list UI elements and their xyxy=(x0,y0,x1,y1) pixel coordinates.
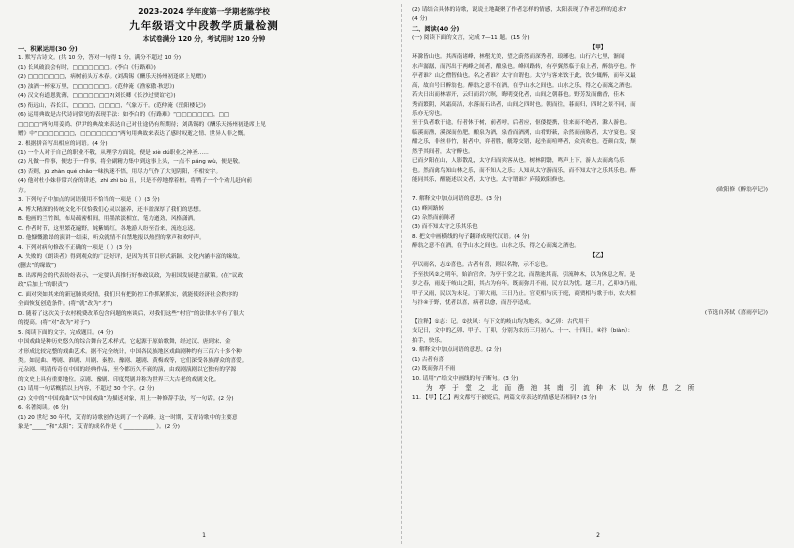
text-line: B. 出席两会的代表纷纷表示，一定要认真推行好参政议政，为祖国发展建言献策。(在“议政 xyxy=(18,272,244,279)
text-line: (1) 峰回路转 xyxy=(412,205,445,212)
page-number: 1 xyxy=(202,531,206,539)
text-line: 秀而繁阴，风霜高洁，水落而石出者，山间之四时也。朝而往，暮而归，四时之景不同，而 xyxy=(412,101,636,108)
text-line: 环滁皆山也。其西南诸峰，林壑尤美，望之蔚然而深秀者，琅琊也。山行六七里，渐闻 xyxy=(412,54,625,61)
text-line: 类。如昆曲、粤剧、淮剧、川剧、秦腔、豫剧、越剧、黄梅戏等，它们深受各族群众的喜爱。 xyxy=(18,357,248,364)
text-line: 赠》中“□□□□□□□，□□□□□□□”两句用典故来表达了感时叹逝之情、世异人非之慨。 xyxy=(18,131,249,138)
text-line: 已而夕阳在山，人影散乱，太守归而宾客从也。树林阴翳，鸣声上下，游人去而禽鸟乐 xyxy=(412,158,625,165)
page-1-body xyxy=(18,45,390,433)
text-line: 水声潺潺，而泻出于两峰之间者，酿泉也。峰回路转，有亭翼然临于泉上者，醉翁亭也。作 xyxy=(412,63,636,70)
text-line: 1. 默写古诗文。(共 10 分，答对一句得 1 分，满分不超过 10 分) xyxy=(18,55,182,62)
text-line: (2) 文中的“中国戏曲”以“中国戏曲”为描述对象，用上一种修辞手法，写一句话。(2 分) xyxy=(18,395,234,402)
text-line: (3) 浊酒一杯家万里，□□□□□□□。(范仲淹《渔家傲·秋思》) xyxy=(18,83,175,90)
text-line: D. 他慷慨激昂的演讲一结束，听众就情不自禁地报以热烈的掌声和欢呼声。 xyxy=(18,235,205,242)
text-line: (5) 衔远山，吞长江，□□□□，□□□□，气象万千。(范仲淹《岳阳楼记》) xyxy=(18,102,206,109)
text-line: 酣之乐，非丝非竹，射者中，弈者胜，觥筹交错，起坐而喧哗者，众宾欢也。苍颜白发，颓 xyxy=(412,139,636,146)
text-line: 高，故自号曰醉翁也。醉翁之意不在酒，在乎山水之间也。山水之乐，得之心而寓之酒也。 xyxy=(412,82,636,89)
text-line: A. 失败的《朗读者》得到观众的广泛好评，是因为其节目形式新颖、文化内涵丰富的缘故。 xyxy=(18,253,244,260)
text-line: 能同其乐，醒能述以文者，太守也。太守谓谁？庐陵欧阳修也。 xyxy=(412,177,569,184)
text-line: (1) 长风破浪会有时，□□□□□□□。(李白《行路难》) xyxy=(18,64,156,71)
exam-info: 本试卷满分 120 分，考试用时 120 分钟 xyxy=(142,35,266,43)
passage-a-source: (欧阳修《醉翁亭记》) xyxy=(716,186,768,193)
text-line: (2) 凡做一件事，便忠于一件事，将全副精力集中到这事上头，一点不 páng wù，便是敬。 xyxy=(18,159,244,166)
text-line: A. 博大精深的传统文化不仅恰我们心灵以滋养，还丰盈深厚了我们的思想。 xyxy=(18,206,205,213)
text-line: (1) 20 世纪 30 年代，艾青的诗歌创作达到了一个高峰。这一时期，艾青诗歌中的主要意 xyxy=(18,414,238,421)
text-line: 象是“_____”和“太阳”；艾青的成名作是《 ___________ 》。(2 分) xyxy=(18,424,180,431)
text-line: 予至扶风②之明年，始治官舍。为亭于堂之北，而凿池其南，引流种木，以为休息之所。是 xyxy=(412,271,636,278)
text-line: (2) 请结合具体的诗歌，说说土地凝聚了作者怎样的情感，太阳表现了作者怎样的追求? xyxy=(412,7,627,13)
text-line: (删去“的缘故”) xyxy=(18,263,57,270)
text-line: C. 面对突如其来的新冠肺炎疫情，我们只有把防控工作抓紧抓实，就能使经济社会秩序的 xyxy=(18,291,239,298)
text-line: □□□□”两句用姜尚、伊尹的典故来表达自己对仕途仍有所期待；刘禹锡的《酬乐天扬州初逢席上见 xyxy=(18,121,266,128)
text-line: (2) 既而弥月不雨 xyxy=(412,366,456,373)
passage-b-source: (节选自苏轼《喜雨亭记》) xyxy=(704,309,768,316)
text-line: (6) 运用典故是古代诗词常见的表现手法：如李白的《行路难》“□□□□□□□，□□ xyxy=(18,112,230,119)
exam-page-2 xyxy=(412,6,784,542)
sentence-segmentation-line: 为 亭 于 堂 之 北 而 凿 池 其 南 引 流 种 木 以 为 休 息 之 所 xyxy=(426,384,697,393)
school-heading: 2023-2024 学年度第一学期老陈学校 xyxy=(138,7,270,16)
text-line: (4) 他对杜小妹非常兴奋的讲述，zhì zhì bù 且，只是不停地撑着桩，将鸭子一个个劝儿赶向前 xyxy=(18,178,252,185)
text-line: 9. 解释文中加点词语的意思。(2 分) xyxy=(412,347,502,354)
text-line: 5. 阅读下面的文字，完成题目。(4 分) xyxy=(18,329,114,336)
text-line: (1) 一个人对于自己的职业不敬，从理学方面说，便是 xiè dú职业之神圣…… xyxy=(18,149,209,156)
text-line: 11. 【甲】【乙】两文都写于被贬后，两篇文章表达的情感是否相同? (3 分) xyxy=(412,394,597,401)
text-line: 与抃④于野，忧者以喜，病者以愈，而吾亭适成。 xyxy=(412,300,535,307)
passage-b-label: 【乙】 xyxy=(589,252,607,259)
text-line: 也。然而禽鸟知山林之乐，而不知人之乐；人知从太守游而乐，而不知太守之乐其乐也。醉 xyxy=(412,167,636,174)
text-line: 临溪而渔，溪深而鱼肥，酿泉为酒，泉香而酒洌，山肴野蔌，杂然而前陈者，太守宴也。宴 xyxy=(412,129,636,136)
text-line: 的文史上具有重要地位。京剧、豫剧、印度梵剧并称为世界三大古老的戏剧文化。 xyxy=(18,376,220,383)
text-line: 方。 xyxy=(18,187,30,194)
text-line: 7. 解释文中加点词语的意思。(3 分) xyxy=(412,196,502,203)
text-line: 若夫日出而林霏开，云归而岩穴暝，晦明变化者，山间之朝暮也。野芳发而幽香，佳木 xyxy=(412,92,625,99)
text-line: 全面恢复创造条件。(将“就”改为“才”) xyxy=(18,301,113,308)
text-line: 乐亦无穷也。 xyxy=(412,110,446,117)
text-line: D. 随着了这次关于农村税费改革包含问题的座谈后，对我们这些“村官”的法律水平有了很大 xyxy=(18,310,245,317)
text-line: 然乎其间者，太守醉也。 xyxy=(412,148,474,155)
text-line: (一) 阅读下面的文言，完成 7—11 题。(15 分) xyxy=(412,35,530,42)
text-line: 【注释】①志：记。②扶风：与下文的岐山均为地名。③乙卯：古代用干 xyxy=(412,318,590,325)
page-divider xyxy=(401,4,402,544)
text-line: (2) □□□□□□□，病树前头万木春。(刘禹锡《酬乐天扬州初逢席上见赠》) xyxy=(18,74,207,81)
text-line: 10. 请用“/”给文中画线的句子断句。(3 分) xyxy=(412,375,519,382)
text-line: (3) 而不知太守之乐其乐也 xyxy=(412,224,478,231)
text-line: 支记日，文中的乙卯、甲子、丁卯，分别为农历三月初八、十一、十四日。④抃（biàn）： xyxy=(412,328,634,335)
text-line: (2) 杂然而前陈者 xyxy=(412,214,456,221)
text-line: 政”后加上“的职责”) xyxy=(18,282,69,289)
text-line: (1) 古者有喜 xyxy=(412,356,445,363)
page-2-intro xyxy=(412,6,784,44)
text-line: (4) 汉文有道恩犹薄，□□□□□□□?(刘长卿《长沙过贾谊宅》) xyxy=(18,93,176,100)
text-line: 的提高。(将“对”改为“对于”) xyxy=(18,320,90,327)
text-line: 中国戏曲是种历史悠久的综合舞台艺术样式。它起源于原始歌舞，经过汉、唐到宋、金 xyxy=(18,339,231,346)
question-11 xyxy=(412,394,784,403)
text-line: 2. 根据拼音写出相应的词语。(4 分) xyxy=(18,140,108,147)
text-line: 4. 下列对病句修改不正确的一项是（ ）(3 分) xyxy=(18,244,132,251)
passage-a-label: 【甲】 xyxy=(589,44,607,51)
text-line: 3. 下列句子中加点的词语使用不恰当的一项是（ ）(3 分) xyxy=(18,197,160,204)
text-line: 拍手，快乐。 xyxy=(412,337,446,344)
text-line: (3) 否则，jū zhàn qué chǎo一味执迷不悟，用尽力气作了大见阴阳，不相安宇。 xyxy=(18,168,222,175)
text-line: 至于负者歌于途，行者休于树，前者呼，后者应，伛偻提携，往来而不绝者，滁人游也。 xyxy=(412,120,631,127)
text-line: 甲子又雨，民以为未足。丁卯大雨，三日乃止。官吏相与庆于庭，商贾相与歌于市，农夫相 xyxy=(412,290,636,297)
passage-b xyxy=(412,261,784,308)
text-line: C. 作者时节，这里繁花遍野，姹紫嫣红，各地游人纷至沓来，流连忘返。 xyxy=(18,225,199,232)
exam-title: 九年级语文中段教学质量检测 xyxy=(129,20,279,32)
text-line: 亭以雨名，志①喜也。古者有喜，则以名物，示不忘也。 xyxy=(412,262,552,269)
text-line: 二、阅读(40 分) xyxy=(412,25,460,33)
text-line: 才形成比较完整的戏曲艺术。据不完全统计，中国各民族地区戏曲剧种约有三百六十多个种 xyxy=(18,348,242,355)
text-line: 元杂剧、明清传奇在中国的经典作品，至今都历久不衰的演，由戏剧演剧以它独有的学源 xyxy=(18,367,237,374)
text-line: 8. 把文中画横线的句子翻译成现代汉语。(4 分) xyxy=(412,233,530,240)
passage-a xyxy=(412,53,784,185)
notes-and-questions-9-10 xyxy=(412,318,784,384)
text-line: 亭者谁？山之僧智仙也。名之者谁？太守自谓也。太守与客来饮于此，饮少辄醉，而年又最 xyxy=(412,73,636,80)
page-number: 2 xyxy=(596,531,600,539)
text-line: (4 分) xyxy=(412,16,428,23)
text-line: 6. 名著阅读。(6 分) xyxy=(18,405,69,412)
exam-page-1 xyxy=(18,6,390,542)
text-line: 醉翁之意不在酒，在乎山水之间也。山水之乐，得之心而寓之酒也。 xyxy=(412,243,580,250)
text-line: 一、积累运用(30 分) xyxy=(18,46,78,53)
text-line: (1) 请用一句话概括以上内容，不超过 30 个字。(2 分) xyxy=(18,386,155,393)
questions-7-8 xyxy=(412,195,784,252)
text-line: 岁之春，雨麦于岐山之阳，其占为有年。既而弥月不雨，民方以为忧。越三月，乙卯③乃雨， xyxy=(412,281,641,288)
text-line: B. 他画的兰竹图，布局疏密相间，用墨浓淡相宜，笔力遒劲，风格潇洒。 xyxy=(18,216,199,223)
